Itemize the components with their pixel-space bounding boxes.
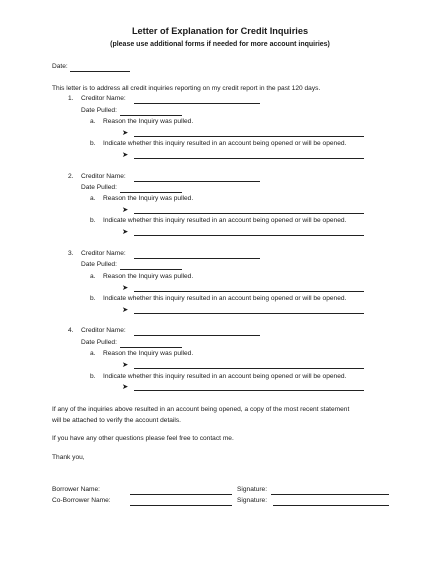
creditor-name-label: Creditor Name: [81, 250, 126, 257]
co-borrower-name-field[interactable] [130, 505, 232, 506]
reason-field[interactable] [134, 136, 364, 137]
intro-text: This letter is to address all credit inquiries reporting on my credit report in the past 120 days. [52, 85, 321, 92]
date-pulled-field[interactable] [120, 192, 182, 193]
indicate-label: Indicate whether this inquiry resulted in an account being opened or will be opened. [103, 140, 347, 147]
reason-field[interactable] [134, 213, 364, 214]
closing-paragraph-line-2: will be attached to verify the account details. [52, 417, 182, 424]
date-pulled-field[interactable] [120, 269, 182, 270]
arrow-bullet-icon: ➤ [122, 360, 129, 369]
creditor-name-label: Creditor Name: [81, 327, 126, 334]
arrow-bullet-icon: ➤ [122, 205, 129, 214]
reason-marker: a. [90, 273, 96, 280]
contact-paragraph: If you have any other questions please feel free to contact me. [52, 435, 234, 442]
date-pulled-field[interactable] [120, 115, 182, 116]
date-pulled-field[interactable] [120, 347, 182, 348]
date-pulled-label: Date Pulled: [81, 261, 117, 268]
borrower-signature-field[interactable] [271, 494, 389, 495]
reason-marker: a. [90, 118, 96, 125]
date-pulled-label: Date Pulled: [81, 339, 117, 346]
section-number: 2. [68, 173, 74, 180]
co-borrower-signature-field[interactable] [273, 505, 389, 506]
reason-label: Reason the Inquiry was pulled. [103, 273, 194, 280]
date-pulled-label: Date Pulled: [81, 184, 117, 191]
creditor-name-label: Creditor Name: [81, 173, 126, 180]
arrow-bullet-icon: ➤ [122, 305, 129, 314]
reason-marker: a. [90, 195, 96, 202]
reason-label: Reason the Inquiry was pulled. [103, 195, 194, 202]
section-number: 3. [68, 250, 74, 257]
arrow-bullet-icon: ➤ [122, 128, 129, 137]
indicate-field[interactable] [134, 390, 364, 391]
section-number: 4. [68, 327, 74, 334]
borrower-signature-label: Signature: [237, 486, 268, 493]
indicate-marker: b. [90, 295, 96, 302]
indicate-field[interactable] [134, 313, 364, 314]
indicate-marker: b. [90, 217, 96, 224]
creditor-name-field[interactable] [134, 181, 260, 182]
borrower-name-label: Borrower Name: [52, 486, 101, 493]
closing-paragraph-line-1: If any of the inquiries above resulted in an account being opened, a copy of the most recent statement [52, 406, 350, 413]
reason-label: Reason the Inquiry was pulled. [103, 350, 194, 357]
indicate-marker: b. [90, 373, 96, 380]
thank-you-text: Thank you, [52, 454, 85, 461]
reason-field[interactable] [134, 368, 364, 369]
section-number: 1. [68, 95, 74, 102]
date-pulled-label: Date Pulled: [81, 107, 117, 114]
date-label: Date: [52, 63, 68, 70]
arrow-bullet-icon: ➤ [122, 150, 129, 159]
co-borrower-signature-label: Signature: [237, 497, 268, 504]
creditor-name-label: Creditor Name: [81, 95, 126, 102]
date-field[interactable] [70, 71, 130, 72]
reason-label: Reason the Inquiry was pulled. [103, 118, 194, 125]
indicate-field[interactable] [134, 158, 364, 159]
indicate-field[interactable] [134, 235, 364, 236]
indicate-label: Indicate whether this inquiry resulted in an account being opened or will be opened. [103, 373, 347, 380]
creditor-name-field[interactable] [134, 103, 260, 104]
arrow-bullet-icon: ➤ [122, 227, 129, 236]
reason-marker: a. [90, 350, 96, 357]
indicate-label: Indicate whether this inquiry resulted in an account being opened or will be opened. [103, 295, 347, 302]
indicate-label: Indicate whether this inquiry resulted in an account being opened or will be opened. [103, 217, 347, 224]
arrow-bullet-icon: ➤ [122, 283, 129, 292]
borrower-name-field[interactable] [130, 494, 232, 495]
page-subtitle: (please use additional forms if needed for more account inquiries) [110, 41, 330, 48]
creditor-name-field[interactable] [134, 258, 260, 259]
creditor-name-field[interactable] [134, 335, 260, 336]
page-title: Letter of Explanation for Credit Inquiries [131, 26, 309, 36]
reason-field[interactable] [134, 291, 364, 292]
co-borrower-name-label: Co-Borrower Name: [52, 497, 111, 504]
arrow-bullet-icon: ➤ [122, 382, 129, 391]
indicate-marker: b. [90, 140, 96, 147]
